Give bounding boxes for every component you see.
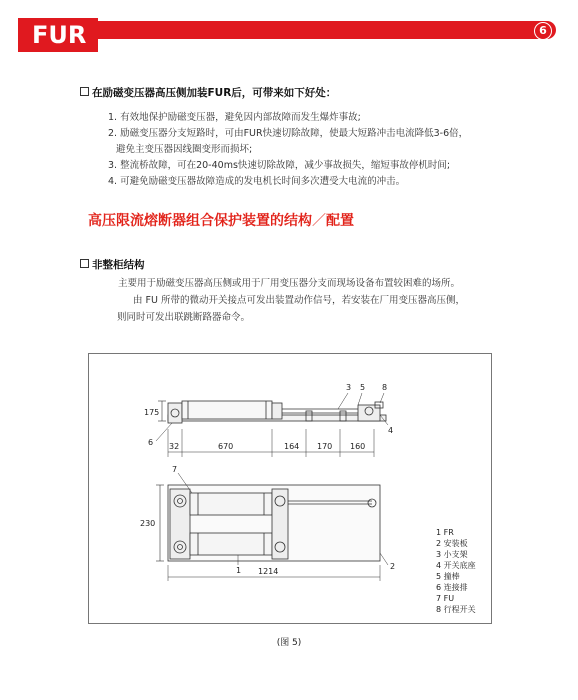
non-cabinet-title (80, 257, 145, 272)
checkbox-square-icon (80, 259, 89, 268)
benefit-item: 2. 励磁变压器分支短路时，可由FUR快速切除故障，使最大短路冲击电流降低3-6倍， (108, 128, 469, 139)
callout-4: 4 (388, 426, 394, 435)
benefits-title (80, 85, 336, 100)
benefit-item: 1. 有效地保护励磁变压器，避免因内部故障而发生爆炸事故; (108, 112, 361, 123)
page-header (0, 18, 578, 52)
benefit-item: 避免主变压器因线圈变形而损坏; (116, 144, 253, 155)
checkbox-square-icon (80, 87, 89, 96)
dim-670: 670 (218, 442, 234, 451)
dim-160: 160 (350, 442, 366, 451)
dim-1214: 1214 (258, 567, 279, 576)
legend-item: 8 行程开关 (436, 605, 476, 614)
benefit-item: 3. 整流桥故障，可在20-40ms快速切除故障，减少事故损失，缩短事故停机时间; (108, 160, 451, 171)
dim-height-bottom: 230 (140, 519, 156, 528)
benefits-title-text: 在励磁变压器高压侧加装FUR后，可带来如下好处： (92, 87, 337, 99)
legend-item: 6 连接排 (436, 583, 468, 592)
dim-164: 164 (284, 442, 300, 451)
callout-8: 8 (382, 383, 388, 392)
description-para-2: 由 FU 所带的微动开关接点可发出装置动作信号，若安装在厂用变压器高压侧， (133, 295, 465, 306)
structure-heading-a: 高压限流熔断器组合保护装置的结构 (88, 213, 312, 229)
benefits-list (108, 110, 548, 190)
structure-drawing (88, 353, 492, 624)
callout-3: 3 (346, 383, 352, 392)
callout-5: 5 (360, 383, 366, 392)
page-number: 6 (534, 22, 552, 40)
legend-item: 2 安装板 (436, 539, 468, 548)
header-bar (92, 21, 556, 39)
figure-diagram (88, 353, 492, 624)
legend-item: 4 开关底座 (436, 561, 476, 570)
callout-6: 6 (148, 438, 154, 447)
plan-view (156, 473, 388, 581)
description-para-3: 则同时可发出联跳断路器命令。 (117, 312, 251, 323)
dim-170: 170 (317, 442, 333, 451)
description-para-1: 主要用于励磁变压器高压侧或用于厂用变压器分支而现场设备布置较困难的场所。 (118, 278, 461, 289)
structure-heading-b: 配置 (326, 213, 354, 229)
dim-height-top: 175 (144, 408, 160, 417)
legend-item: 1 FR (436, 528, 454, 537)
parts-legend (436, 528, 476, 614)
figure-caption: (图 5) (276, 638, 302, 648)
fur-logo: FUR (18, 18, 98, 52)
callout-2: 2 (390, 562, 396, 571)
legend-item: 7 FU (436, 594, 455, 603)
heading-slash: ／ (312, 213, 326, 229)
structure-heading (88, 210, 354, 230)
dim-32: 32 (169, 442, 180, 451)
non-cabinet-title-text: 非整柜结构 (92, 259, 145, 271)
legend-item: 3 小支架 (436, 550, 468, 559)
callout-1: 1 (236, 566, 242, 575)
callout-7: 7 (172, 465, 178, 474)
benefit-item: 4. 可避免励磁变压器故障造成的发电机长时间多次遭受大电流的冲击。 (108, 176, 406, 187)
legend-item: 5 撞棒 (436, 572, 460, 581)
